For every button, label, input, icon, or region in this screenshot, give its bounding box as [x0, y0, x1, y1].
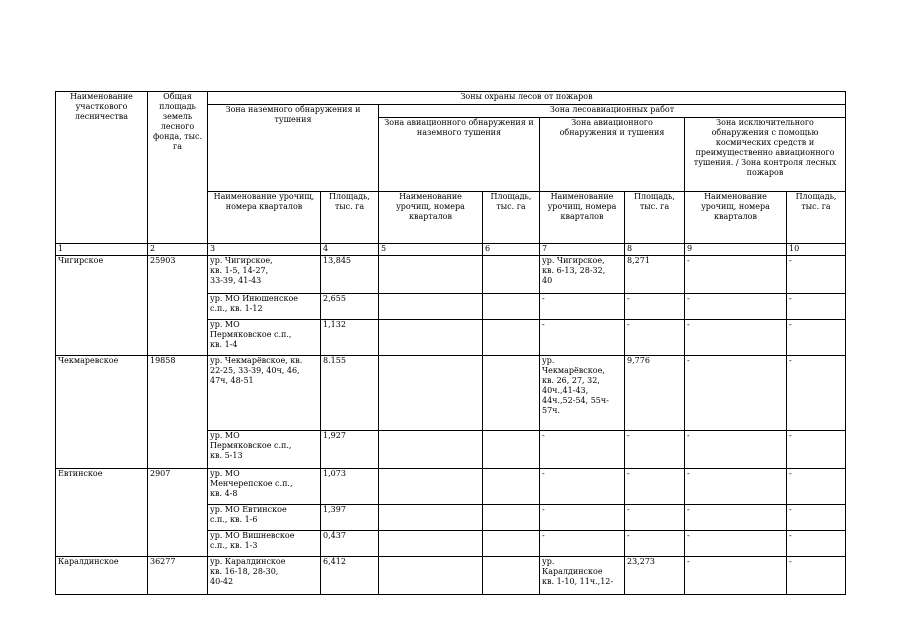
forestry-name: Евтинское: [56, 469, 148, 557]
table-row: [56, 557, 846, 595]
header-names-5: Наименование урочищ, номера кварталов: [379, 192, 483, 244]
table-row: [56, 469, 846, 505]
tract-area: 1,927: [321, 431, 379, 469]
forestry-area: 36277: [148, 557, 208, 595]
tract-names: ур. Каралдинское кв. 16-18, 28-30, 40-42: [208, 557, 321, 595]
header-total-area: Общая площадь земель лесного фонда, тыс. га: [148, 92, 208, 244]
tract-area: 13,845: [321, 256, 379, 294]
forestry-area: 2907: [148, 469, 208, 557]
space-tract-names: -: [685, 531, 787, 557]
header-zones-title: Зоны охраны лесов от пожаров: [208, 92, 846, 105]
tract-names: ур. МО Пермяковское с.п., кв. 5-13: [208, 431, 321, 469]
header-forestry-name: Наименование участкового лесничества: [56, 92, 148, 244]
tract-area: 1,132: [321, 320, 379, 356]
space-tract-names: -: [685, 469, 787, 505]
avia-tract-area: 9,776: [625, 356, 685, 431]
forestry-name: Чигирское: [56, 256, 148, 356]
space-tract-area: -: [787, 469, 846, 505]
avia-tract-names: ур. Чигирское, кв. 6-13, 28-32, 40: [540, 256, 625, 294]
tract-area: 1,397: [321, 505, 379, 531]
col-number: 9: [685, 244, 787, 256]
table-row: [56, 356, 846, 431]
space-tract-area: -: [787, 320, 846, 356]
avia-tract-area: 8,271: [625, 256, 685, 294]
space-tract-area: -: [787, 256, 846, 294]
empty-cell: [379, 557, 483, 595]
avia-tract-names: -: [540, 320, 625, 356]
header-area-4: Площадь, тыс. га: [321, 192, 379, 244]
avia-tract-names: -: [540, 469, 625, 505]
empty-cell: [483, 557, 540, 595]
empty-cell: [483, 294, 540, 320]
tract-names: ур. МО Пермяковское с.п., кв. 1-4: [208, 320, 321, 356]
empty-cell: [379, 320, 483, 356]
space-tract-names: -: [685, 431, 787, 469]
empty-cell: [483, 256, 540, 294]
avia-tract-area: -: [625, 505, 685, 531]
forestry-area: 25903: [148, 256, 208, 356]
space-tract-area: -: [787, 531, 846, 557]
table-row: [56, 256, 846, 294]
header-area-10: Площадь, тыс. га: [787, 192, 846, 244]
col-number: 8: [625, 244, 685, 256]
space-tract-area: -: [787, 431, 846, 469]
forestry-name: Каралдинское: [56, 557, 148, 595]
forestry-name: Чекмаревское: [56, 356, 148, 469]
col-number: 7: [540, 244, 625, 256]
avia-tract-area: -: [625, 469, 685, 505]
empty-cell: [483, 320, 540, 356]
tract-names: ур. МО Вишневское с.п., кв. 1-3: [208, 531, 321, 557]
empty-cell: [379, 469, 483, 505]
col-number: 6: [483, 244, 540, 256]
tract-names: ур. МО Евтинское с.п., кв. 1-6: [208, 505, 321, 531]
space-tract-area: -: [787, 356, 846, 431]
avia-tract-names: ур. Каралдинское кв. 1-10, 11ч.,12-: [540, 557, 625, 595]
empty-cell: [379, 531, 483, 557]
tract-area: 6,412: [321, 557, 379, 595]
empty-cell: [379, 294, 483, 320]
tract-names: ур. Чекмарёвское, кв. 22-25, 33-39, 40ч, 46, 47ч, 48-51: [208, 356, 321, 431]
empty-cell: [483, 469, 540, 505]
tract-area: 2,655: [321, 294, 379, 320]
col-number: 3: [208, 244, 321, 256]
space-tract-area: -: [787, 294, 846, 320]
empty-cell: [379, 256, 483, 294]
empty-cell: [483, 356, 540, 431]
empty-cell: [483, 531, 540, 557]
header-names-9: Наименование урочищ, номера кварталов: [685, 192, 787, 244]
space-tract-names: -: [685, 356, 787, 431]
forest-zones-table: [55, 91, 846, 595]
header-area-6: Площадь, тыс. га: [483, 192, 540, 244]
tract-area: 8.155: [321, 356, 379, 431]
header-names-7: Наименование урочищ, номера кварталов: [540, 192, 625, 244]
col-number: 10: [787, 244, 846, 256]
tract-area: 0,437: [321, 531, 379, 557]
space-tract-names: -: [685, 557, 787, 595]
header-zone-avia: Зона авиационного обнаружения и тушения: [540, 118, 685, 192]
empty-cell: [483, 505, 540, 531]
header-zone-avia-ground: Зона авиационного обнаружения и наземного тушения: [379, 118, 540, 192]
header-zone-ground: Зона наземного обнаружения и тушения: [208, 105, 379, 192]
avia-tract-area: -: [625, 431, 685, 469]
avia-tract-area: -: [625, 531, 685, 557]
avia-tract-area: 23,273: [625, 557, 685, 595]
col-number: 4: [321, 244, 379, 256]
header-zone-space: Зона исключительного обнаружения с помощью космических средств и преимущественно авиационного тушения. / Зона контроля лесных пожаров: [685, 118, 846, 192]
space-tract-names: -: [685, 294, 787, 320]
avia-tract-area: -: [625, 320, 685, 356]
space-tract-names: -: [685, 320, 787, 356]
space-tract-names: -: [685, 505, 787, 531]
empty-cell: [483, 431, 540, 469]
tract-names: ур. МО Инюшенское с.п., кв. 1-12: [208, 294, 321, 320]
header-aviation-works: Зона лесоавиационных работ: [379, 105, 846, 118]
empty-cell: [379, 431, 483, 469]
header-names-3: Наименование урочищ, номера кварталов: [208, 192, 321, 244]
col-number: 1: [56, 244, 148, 256]
avia-tract-names: -: [540, 294, 625, 320]
space-tract-area: -: [787, 557, 846, 595]
tract-names: ур. Чигирское, кв. 1-5, 14-27, 33-39, 41-43: [208, 256, 321, 294]
avia-tract-area: -: [625, 294, 685, 320]
avia-tract-names: -: [540, 505, 625, 531]
avia-tract-names: -: [540, 531, 625, 557]
empty-cell: [379, 356, 483, 431]
space-tract-names: -: [685, 256, 787, 294]
tract-area: 1,073: [321, 469, 379, 505]
col-number: 2: [148, 244, 208, 256]
col-number: 5: [379, 244, 483, 256]
empty-cell: [379, 505, 483, 531]
avia-tract-names: ур. Чекмарёвское, кв. 26, 27, 32, 40ч.,41-43, 44ч.,52-54, 55ч- 57ч.: [540, 356, 625, 431]
forestry-area: 19858: [148, 356, 208, 469]
avia-tract-names: -: [540, 431, 625, 469]
space-tract-area: -: [787, 505, 846, 531]
header-area-8: Площадь, тыс. га: [625, 192, 685, 244]
tract-names: ур. МО Менчерепское с.п., кв. 4-8: [208, 469, 321, 505]
